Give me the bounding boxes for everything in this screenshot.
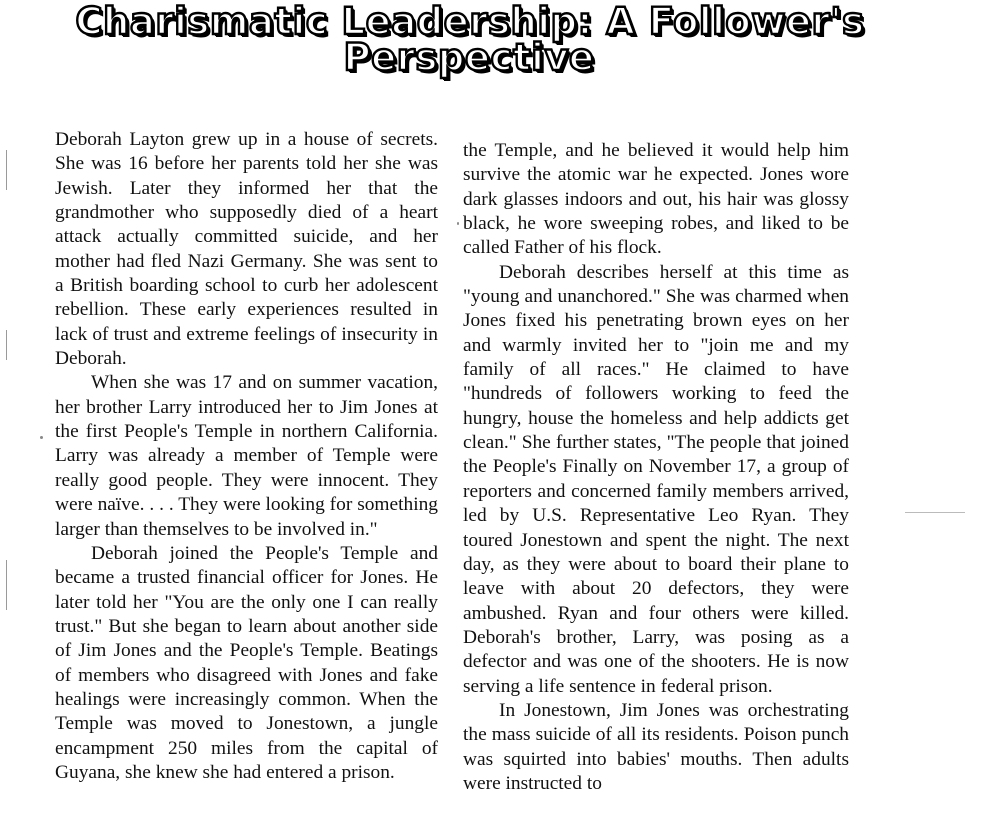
- scan-margin-mark: [6, 330, 7, 360]
- scan-speck: [40, 436, 43, 439]
- scan-margin-mark: [6, 560, 7, 610]
- scan-margin-mark: [6, 150, 7, 190]
- left-paragraph-1: Deborah Layton grew up in a house of secrets. She was 16 before her parents told her she was Jewish. Later they informed her that the grandmother who supposedly died of a heart attack actually committed suicide, and her mother had fled Nazi Germany. She was sent to a British boarding school to curb her adolescent rebellion. These early experiences resulted in lack of trust and extreme feelings of insecurity in Deborah.: [55, 129, 438, 370]
- left-paragraph-3: Deborah joined the People's Temple and became a trusted financial officer for Jones. He later told her "You are the only one I can really trust." But she began to learn about another side of Jim Jones and the People's Temple. Beatings of members who disagreed with Jones and fake healings were increasingly common. When the Temple was moved to Jonestown, a jungle encampment 250 miles from the capital of Guyana, she knew she had entered a prison.: [55, 542, 438, 783]
- right-column: [463, 139, 849, 796]
- left-paragraph-2: When she was 17 and on summer vacation, her brother Larry introduced her to Jim Jones at the first People's Temple in northern California. Larry was already a member of Temple were really good people. They were innocent. They were naïve. . . . They were looking for something larger than themselves to be involved in.": [55, 372, 438, 540]
- article-title-line-2: Perspective: [343, 36, 595, 79]
- article-title-line-1: Charismatic Leadership: A Follower's: [75, 0, 865, 43]
- scan-speck: [457, 222, 459, 225]
- right-paragraph-3: In Jonestown, Jim Jones was orchestrating the mass suicide of all its residents. Poison punch was squirted into babies' mouths. Then adults were instructed to: [463, 699, 849, 794]
- scan-speck: [905, 512, 965, 513]
- right-paragraph-1: the Temple, and he believed it would help him survive the atomic war he expected. Jones wore dark glasses indoors and out, his hair was glossy black, he wore sweeping robes, and liked to be called Father of his flock.: [463, 140, 849, 259]
- article-title: [40, 0, 900, 79]
- right-paragraph-2: Deborah describes herself at this time as "young and unanchored." She was charmed when Jones fixed his penetrating brown eyes on her and warmly invited her to "join me and my family of all races." He claimed to have "hundreds of followers working to feed the hungry, house the homeless and help addicts get clean." She further states, "The people that joined the People's Finally on November 17, a group of reporters and concerned family members arrived, led by U.S. Representative Leo Ryan. They toured Jonestown and spent the night. The next day, as they were about to board their plane to leave with about 20 defectors, they were ambushed. Ryan and four others were killed. Deborah's brother, Larry, was posing as a defector and was one of the shooters. He is now serving a life sentence in federal prison.: [463, 261, 849, 697]
- left-column: [55, 128, 438, 785]
